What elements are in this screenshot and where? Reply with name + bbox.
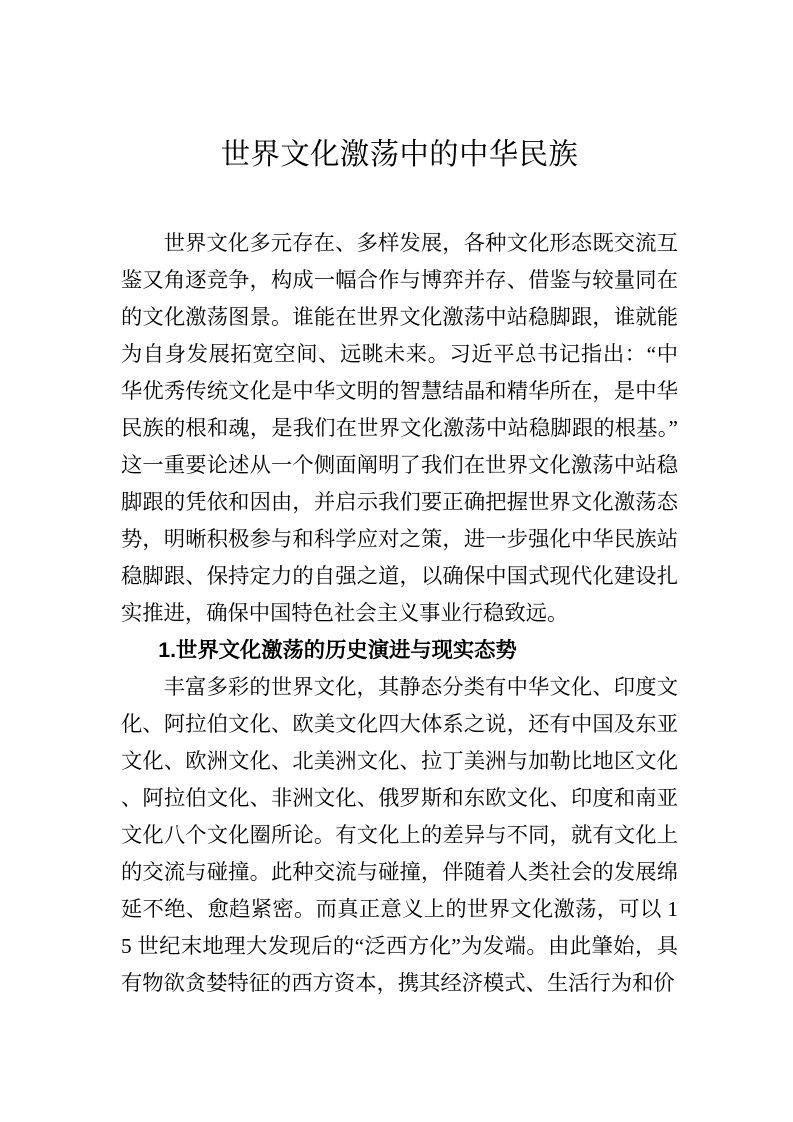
document-title: 世界文化激荡中的中华民族 [220,138,579,171]
paragraph-intro: 世界文化多元存在、多样发展，各种文化形态既交流互鉴又角逐竞争，构成一幅合作与博弈并存、借鉴与较量同在的文化激荡图景。谁能在世界文化激荡中站稳脚跟，谁就能为自身发展拓宽空间、远眺未来。习近平总书记指出：“中华优秀传统文化是中华文明的智慧结晶和精华所在，是中华民族的根和魂，是我们在世界文化激荡中站稳脚跟的根基。”这一重要论述从一个侧面阐明了我们在世界文化激荡中站稳脚跟的凭依和因由，并启示我们要正确把握世界文化激荡态势，明晰积极参与和科学应对之策，进一步强化中华民族站稳脚跟、保持定力的自强之道，以确保中国式现代化建设扎实推进，确保中国特色社会主义事业行稳致远。 [121,231,678,625]
section-1-heading: 1.世界文化激荡的历史演进与现实态势 [158,638,517,662]
document-content [121,0,678,1002]
paragraph-section-1: 丰富多彩的世界文化，其静态分类有中华文化、印度文化、阿拉伯文化、欧美文化四大体系之说，还有中国及东亚文化、欧洲文化、北美洲文化、拉丁美洲与加勒比地区文化、阿拉伯文化、非洲文化、俄罗斯和东欧文化、印度和南亚文化八个文化圈所论。有文化上的差异与不同，就有文化上的交流与碰撞。此种交流与碰撞，伴随着人类社会的发展绵延不绝、愈趋紧密。而真正意义上的世界文化激荡，可以 15 世纪末地理大发现后的“泛西方化”为发端。由此肇始，具有物欲贪婪特征的西方资本，携其经济模式、生活行为和价 [121,675,678,995]
